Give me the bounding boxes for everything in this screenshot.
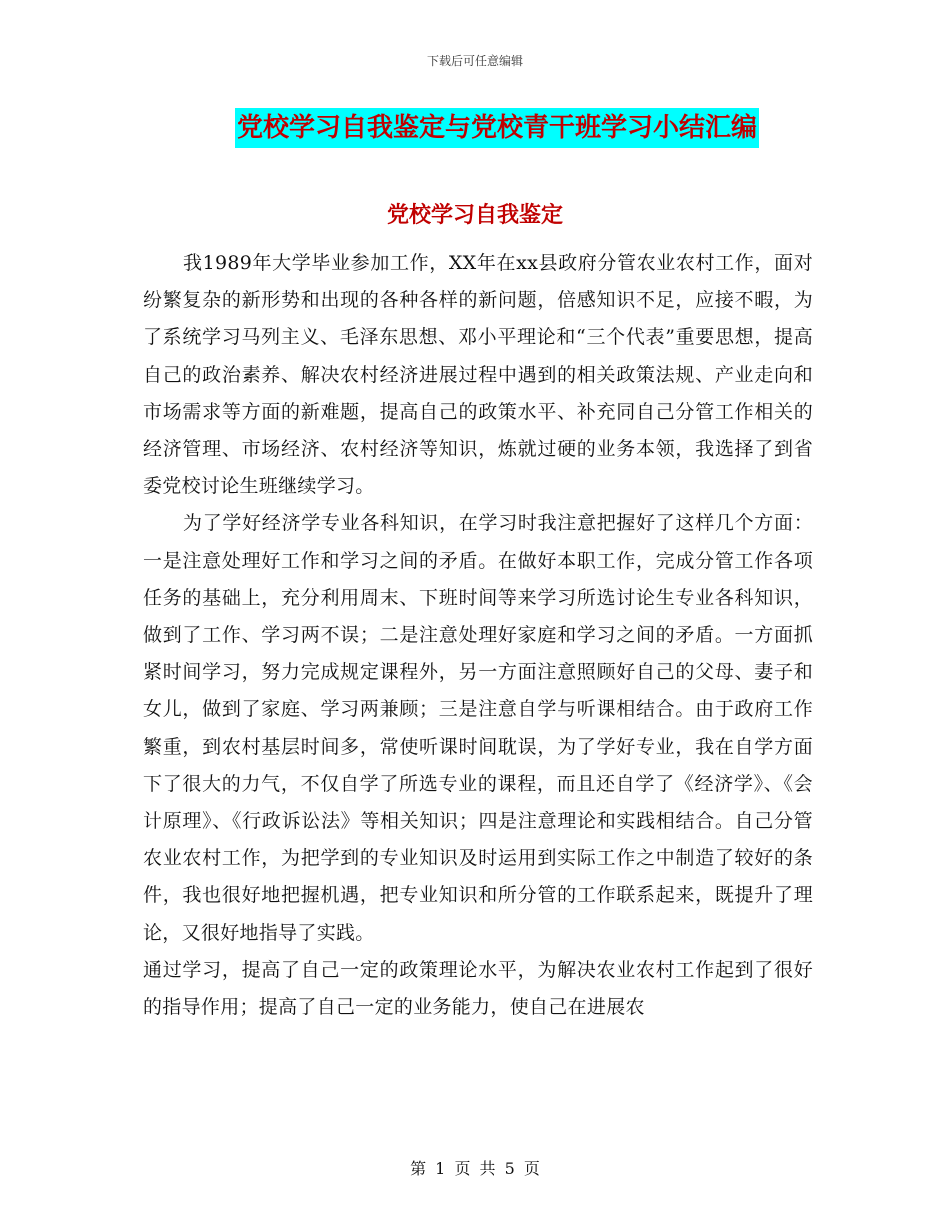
paragraph: 为了学好经济学专业各科知识，在学习时我注意把握好了这样几个方面：一是注意处理好工作和学习之间的矛盾。在做好本职工作，完成分管工作各项任务的基础上，充分利用周末、下班时间等来学习所选讨论生专业各科知识，做到了工作、学习两不误；二是注意处理好家庭和学习之间的矛盾。一方面抓紧时间学习，努力完成规定课程外，另一方面注意照顾好自己的父母、妻子和女儿，做到了家庭、学习两兼顾；三是注意自学与听课相结合。由于政府工作繁重，到农村基层时间多，常使听课时间耽误，为了学好专业，我在自学方面下了很大的力气，不仅自学了所选专业的课程，而且还自学了《经济学》、《会计原理》、《行政诉讼法》等相关知识；四是注意理论和实践相结合。自己分管农业农村工作，为把学到的专业知识及时运用到实际工作之中制造了较好的条件，我也很好地把握机遇，把专业知识和所分管的工作联系起来，既提升了理论，又很好地指导了实践。 [143,512,813,944]
section-title: 党校学习自我鉴定 [386,202,563,228]
paragraph: 通过学习，提高了自己一定的政策理论水平，为解决农业农村工作起到了很好的指导作用；提高了自己一定的业务能力，使自己在进展农 [143,958,813,1019]
page-footer: 第 1 页 共 5 页 [410,1159,540,1178]
document-title: 党校学习自我鉴定与党校青干班学习小结汇编 [235,108,759,148]
paragraph: 我1989年大学毕业参加工作，XX年在xx县政府分管农业农村工作，面对纷繁复杂的新形势和出现的各种各样的新问题，倍感知识不足，应接不暇，为了系统学习马列主义、毛泽东思想、邓小平理论和“三个代表”重要思想，提高自己的政治素养、解决农村经济进展过程中遇到的相关政策法规、产业走向和市场需求等方面的新难题，提高自己的政策水平、补充同自己分管工作相关的经济管理、市场经济、农村经济等知识，炼就过硬的业务本领，我选择了到省委党校讨论生班继续学习。 [143,252,813,498]
document-body [143,245,813,1026]
header-note: 下载后可任意编辑 [426,54,523,68]
